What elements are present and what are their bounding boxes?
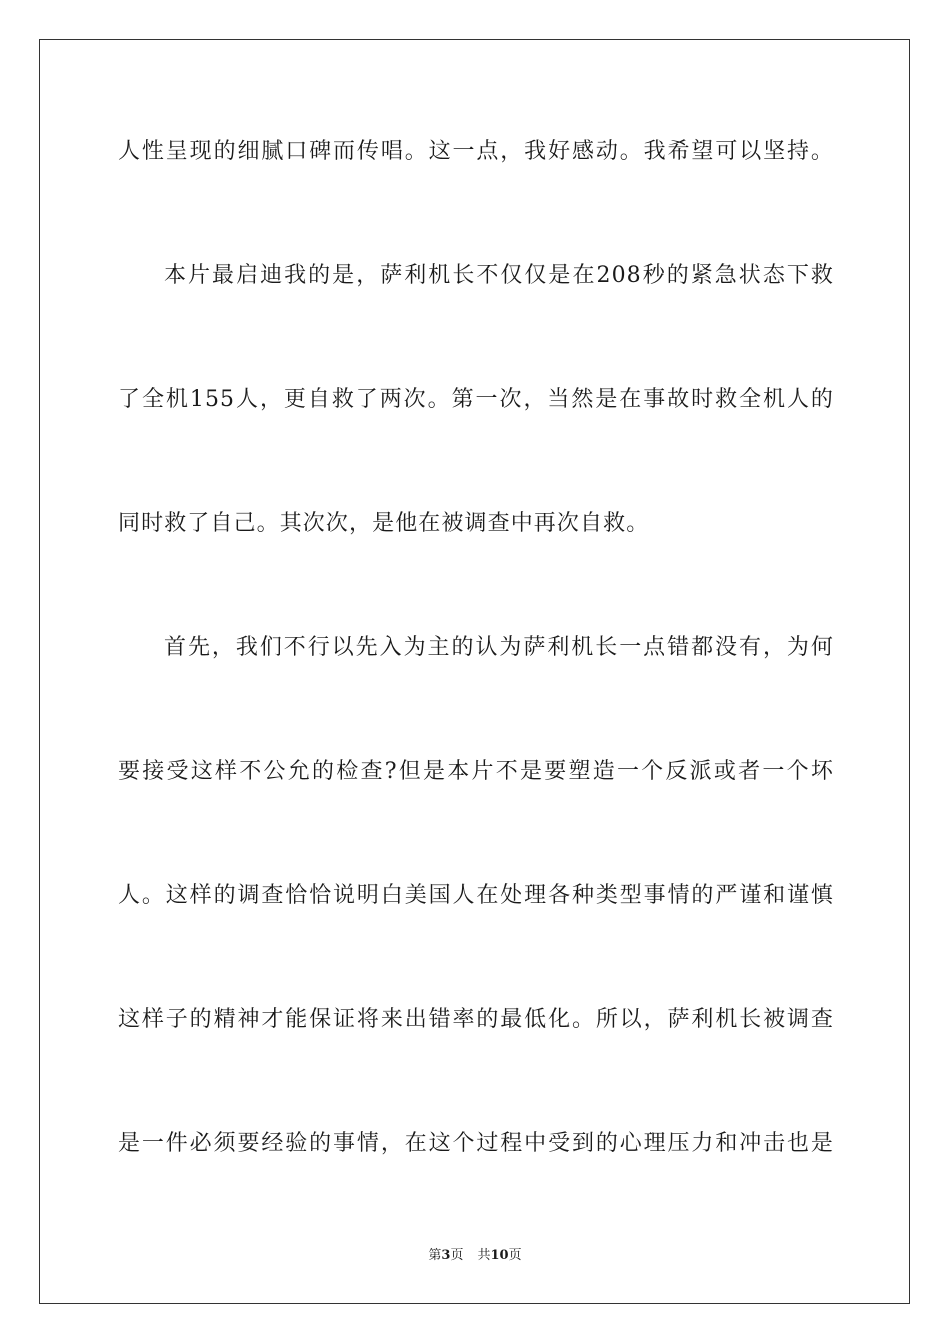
text-line-3: 了全机155人，更自救了两次。第一次，当然是在事故时救全机人的 bbox=[118, 387, 834, 412]
page-border bbox=[39, 39, 910, 1304]
footer-total-suffix: 页 bbox=[508, 1248, 522, 1263]
text-line-1: 人性呈现的细腻口碑而传唱。这一点，我好感动。我希望可以坚持。 bbox=[118, 139, 834, 164]
text-line-9: 是一件必须要经验的事情，在这个过程中受到的心理压力和冲击也是 bbox=[118, 1131, 834, 1156]
footer-page-number: 3 bbox=[441, 1248, 451, 1263]
text-line-8: 这样子的精神才能保证将来出错率的最低化。所以，萨利机长被调查 bbox=[118, 1007, 834, 1032]
footer-total-prefix: 共 bbox=[477, 1248, 491, 1263]
footer-page-prefix: 第 bbox=[428, 1248, 442, 1263]
text-line-2-paragraph-start: 本片最启迪我的是，萨利机长不仅仅是在208秒的紧急状态下救 bbox=[164, 263, 834, 288]
footer-page-suffix: 页 bbox=[450, 1248, 464, 1263]
page-footer bbox=[0, 1247, 950, 1265]
text-line-4: 同时救了自己。其次次，是他在被调查中再次自救。 bbox=[118, 511, 650, 536]
text-line-7: 人。这样的调查恰恰说明白美国人在处理各种类型事情的严谨和谨慎 bbox=[118, 883, 834, 908]
footer-total-pages: 10 bbox=[490, 1248, 509, 1263]
text-line-5-paragraph-start: 首先，我们不行以先入为主的认为萨利机长一点错都没有，为何 bbox=[164, 635, 834, 660]
text-line-6: 要接受这样不公允的检查?但是本片不是要塑造一个反派或者一个坏 bbox=[118, 759, 834, 784]
